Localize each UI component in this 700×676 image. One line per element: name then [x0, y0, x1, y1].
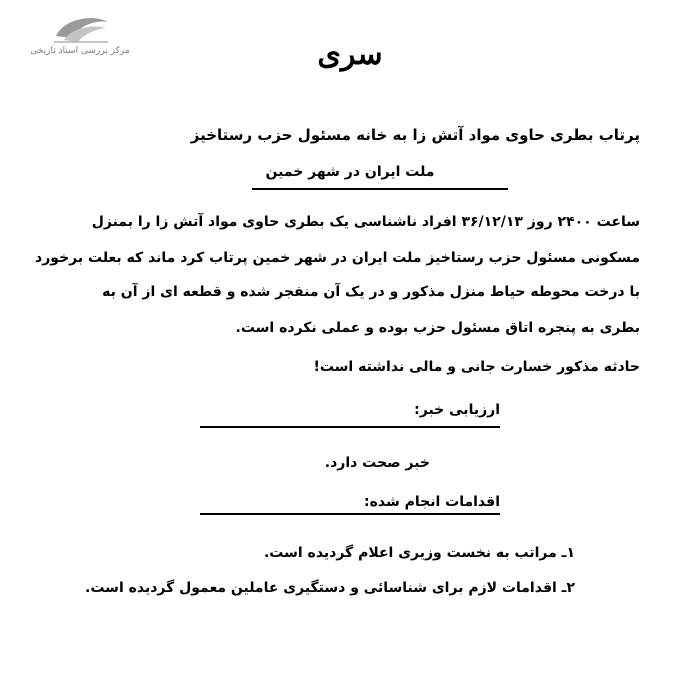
body-line: حادثه مذکور خسارت جانی و مالی نداشته است! — [313, 359, 640, 375]
classification-title: سری — [317, 37, 383, 72]
subject-line-1: پرتاب بطری حاوی مواد آتش زا به خانه مسئول حزب رستاخیز — [190, 126, 640, 144]
watermark-caption: مرکز بررسی اسناد تاریخی — [30, 46, 130, 56]
actions-underline — [200, 513, 500, 515]
assessment-underline — [200, 426, 500, 428]
body-line: ساعت ۲۴۰۰ روز ۳۶/۱۲/۱۳ افراد ناشناسی یک بطری حاوی مواد آتش زا را بمنزل — [91, 214, 640, 230]
body-line: با درخت محوطه حیاط منزل مذکور و در یک آن منفجر شده و قطعه ای از آن به — [102, 284, 640, 300]
subject-underline — [252, 188, 508, 190]
body-line: بطری به پنجره اتاق مسئول حزب بوده و عملی نکرده است. — [235, 320, 640, 336]
assessment-heading: ارزیابی خبر: — [414, 402, 500, 418]
subject-line-2: ملت ایران در شهر خمین — [265, 164, 435, 180]
actions-heading: اقدامات انجام شده: — [364, 494, 500, 510]
body-line: مسکونی مسئول حزب رستاخیز ملت ایران در شهر خمین پرتاب کرد ماند که بعلت برخورد — [35, 250, 640, 266]
assessment-text: خبر صحت دارد. — [324, 455, 430, 471]
action-item: ۲ـ اقدامات لازم برای شناسائی و دستگیری عاملین معمول گردیده است. — [85, 580, 575, 596]
action-item: ۱ـ مراتب به نخست وزیری اعلام گردیده است. — [263, 545, 575, 561]
